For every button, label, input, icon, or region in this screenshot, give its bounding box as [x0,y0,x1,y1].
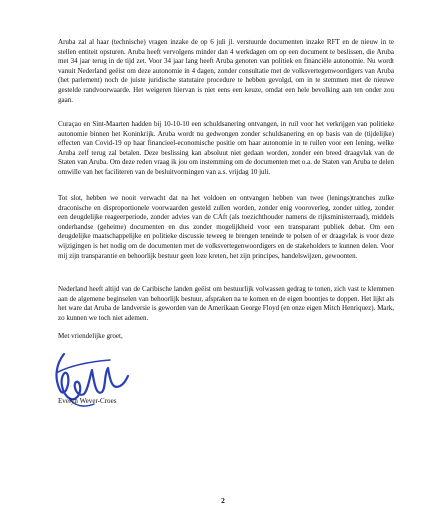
signer-name: Evelyn Wever-Croes [58,397,117,405]
paragraph-debt-restructuring: Curaçao en Sint-Maarten hadden bij 10-10-10 een schuldsanering ontvangen, in ruil voor het verkrijgen van politieke autonomie binnen het Koninkrijk. Aruba wordt nu gedwongen zonder schuldsanering en op basis van de (tijdelijke) effecten van Covid-19 op haar financieel-economische positie om haar autonomie in te ruilen voor een lening, welke Aruba zelf terug zal betalen. Deze beslissing kan absoluut niet gedaan worden, zonder een breed draagvlak van de Staten van Aruba. Om deze reden vraag ik jou om instemming om de documenten met o.a. de Staten van Aruba te delen omwille van het faciliteren van de besluitvormingen van a.s. vrijdag 10 juli. [58,120,394,176]
closing-greeting: Met vriendelijke groet, [58,332,123,340]
paragraph-rft-documents: Aruba zal al haar (technische) vragen inzake de op 6 juli jl. verstuurde documenten inzake RFT en de nieuw in te stellen entiteit opsturen. Aruba heeft vervolgens minder dan 4 werkdagen om op een document te beslissen, die Aruba met 34 jaar terug in de tijd zet. Voor 34 jaar lang heeft Aruba genoten van politiek en financiële autonomie. Nu wordt vanuit Nederland geëist om deze autonomie in 4 dagen, zonder consultatie met de volksvertegenwoordigers van Aruba (het parlement) noch de juiste juridische statutaire procedure te hebben gevolgd, om in te stemmen met de nieuwe gestelde randvoorwaarde. Het weigeren hiervan is niet eens een keuze, omdat een hele bevolking aan ten onder zou gaan. [58,38,394,104]
paragraph-conditions: Tot slot, hebben we nooit verwacht dat na het voldoen en ontvangen hebben van twee (lenings)tranches zulke draconische en disproportionele voorwaarden gesteld zullen worden, zonder enig vooroverleg, zonder uitleg, zonder een deugdelijke reageerperiode, zonder advies van de CAft (als toezichthouder namens de rijksministerraad), middels onderhandse (geheime) documenten en dus zonder mogelijkheid voor een transparant publiek debat. Om een deugdelijke maatschappelijke en politieke discussie teweeg te brengen teneinde te polsen of er draagvlak is voor deze wijzigingen is het nodig om de documenten met de volksvertegenwoordigers en de stakeholders te kunnen delen. Voor mij zijn transparantie en behoorlijk bestuur geen loze kreten, het zijn principes, handelswijzen, gewoonten. [58,194,394,260]
paragraph-governance: Nederland heeft altijd van de Caribische landen geëist om bestuurlijk volwassen gedrag te tonen, zich vast te klemmen aan de algemene beginselen van behoorlijk bestuur, afspraken na te komen en de eigen boontjes te doppen. Het lijkt als het ware dat Aruba de landversie is geworden van de Amerikaan George Floyd (en onze eigen Mitch Henriquez). Mark, zo kunnen we toch niet ademen. [58,285,394,322]
page-number: 2 [221,496,225,505]
